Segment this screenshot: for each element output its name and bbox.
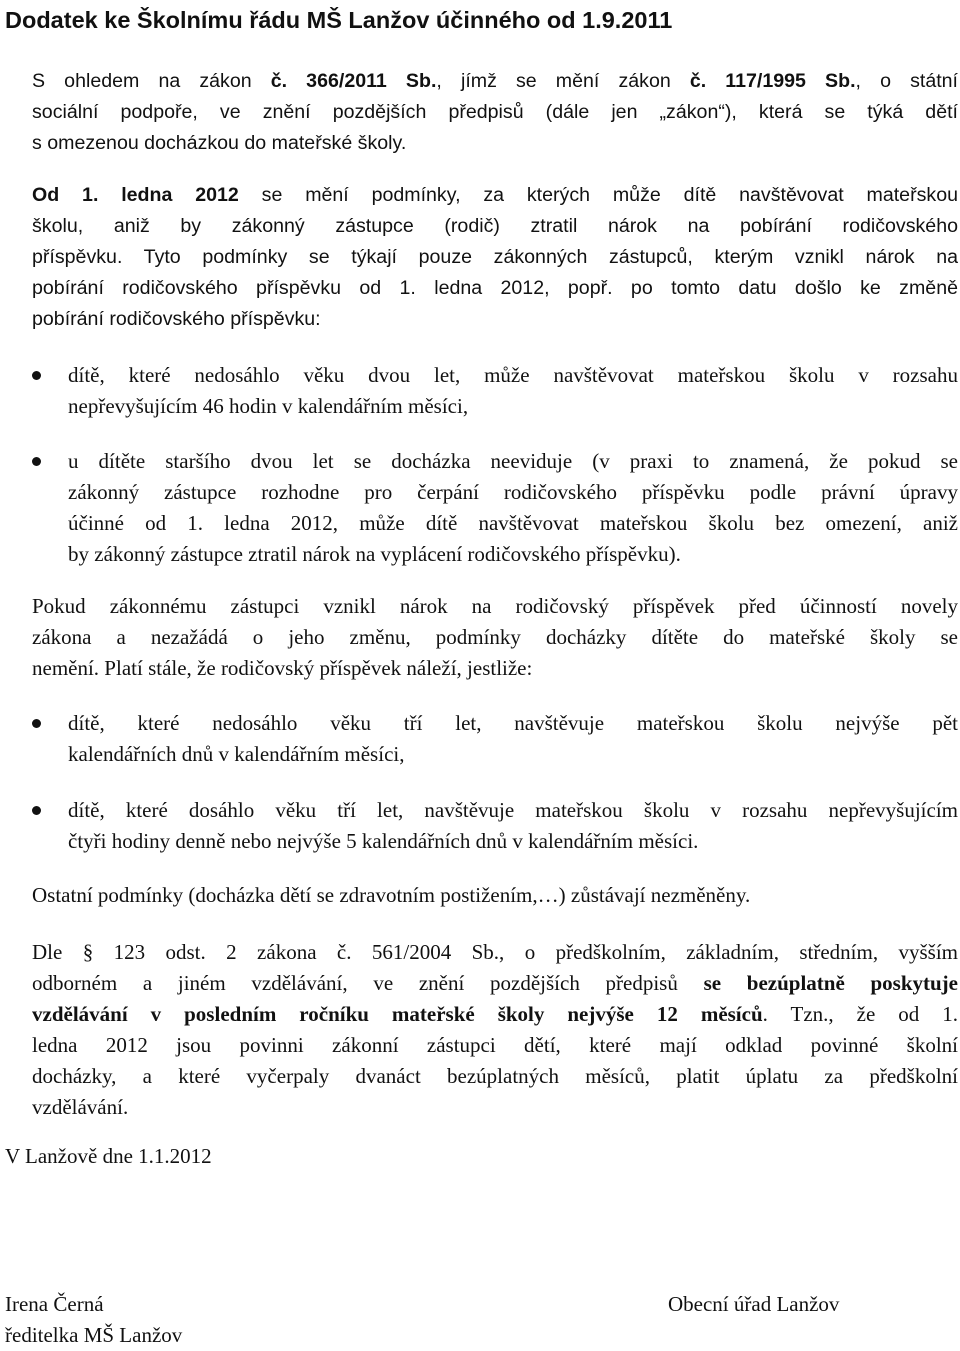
text-line: dítě, které nedosáhlo věku dvou let, může navštěvovat mateřskou školu v rozsahu <box>68 363 958 387</box>
text-line: dítě, které dosáhlo věku tří let, navštěvuje mateřskou školu v rozsahu nepřevyšujícím <box>68 798 958 822</box>
text: pobírání rodičovského příspěvku: <box>32 308 321 330</box>
text: příspěvku. Tyto podmínky se týkají pouze zákonných zástupců, kterým vznikl nárok na <box>32 246 958 268</box>
bullet-text <box>68 360 958 422</box>
text-line: dítě, které nedosáhlo věku tří let, navštěvuje mateřskou školu nejvýše pět <box>68 711 958 735</box>
text-line <box>32 937 958 968</box>
conditions-paragraph <box>32 180 958 335</box>
text-line: u dítěte staršího dvou let se docházka neeviduje (v praxi to znamená, že pokud se <box>68 449 958 473</box>
text: Dle § 123 odst. 2 zákona č. 561/2004 Sb., o předškolním, základním, středním, vyšším <box>32 940 958 964</box>
text: školu, aniž by zákonný zástupce (rodič) ztratil nárok na pobírání rodičovského <box>32 215 958 237</box>
text-line: kalendářních dnů v kalendářním měsíci, <box>68 742 405 766</box>
text-line <box>32 1061 958 1092</box>
bullet-text <box>68 446 958 570</box>
text-line: nemění. Platí stále, že rodičovský příspěvek náleží, jestliže: <box>32 656 533 680</box>
text-line: čtyři hodiny denně nebo nejvýše 5 kalendářních dnů v kalendářním měsíci. <box>68 829 699 853</box>
free-education-paragraph <box>32 937 958 1123</box>
signature-left-role: ředitelka MŠ Lanžov <box>5 1323 183 1347</box>
bullet-item <box>32 795 958 857</box>
text-line <box>32 211 958 242</box>
bullet-icon <box>32 457 41 466</box>
text-line: zákona a nezažádá o jeho změnu, podmínky docházky dítěte do mateřské školy se <box>32 625 958 649</box>
text: vzdělávání. <box>32 1095 129 1119</box>
bullet-item <box>32 360 958 422</box>
text-line <box>32 1092 958 1123</box>
bold-text: č. 366/2011 Sb. <box>270 70 437 92</box>
text: s omezenou docházkou do mateřské školy. <box>32 132 407 154</box>
bullet-icon <box>32 719 41 728</box>
text: se mění podmínky, za kterých může dítě navštěvovat mateřskou <box>238 184 958 206</box>
bold-text: Od 1. ledna 2012 <box>32 184 239 206</box>
place-date: V Lanžově dne 1.1.2012 <box>5 1144 212 1168</box>
text-line <box>32 1030 958 1061</box>
text-line <box>32 128 958 159</box>
bold-text: č. 117/1995 Sb. <box>689 70 856 92</box>
bold-text: vzdělávání v posledním ročníku mateřské školy nejvýše 12 měsíců <box>32 1002 763 1026</box>
bullet-item <box>32 708 958 770</box>
bullet-item <box>32 446 958 570</box>
signature-left-name: Irena Černá <box>5 1292 104 1316</box>
novela-paragraph <box>32 591 958 684</box>
text-line: zákonný zástupce rozhodne pro čerpání rodičovského příspěvku podle právní úpravy <box>68 480 958 504</box>
text: odborném a jiném vzdělávání, ve znění pozdějších předpisů <box>32 971 704 995</box>
bullet-text <box>68 708 958 770</box>
text-line <box>32 968 958 999</box>
text: . Tzn., že od 1. <box>762 1002 958 1026</box>
other-conditions-paragraph: Ostatní podmínky (docházka dětí se zdravotním postižením,…) zůstávají nezměněny. <box>32 883 751 907</box>
text-line <box>32 999 958 1030</box>
document-title: Dodatek ke Školnímu řádu MŠ Lanžov účinného od 1.9.2011 <box>5 7 673 33</box>
text-line <box>32 304 958 335</box>
text-line <box>32 66 958 97</box>
text-line: účinné od 1. ledna 2012, může dítě navštěvovat mateřskou školu bez omezení, aniž <box>68 511 958 535</box>
bullet-icon <box>32 806 41 815</box>
text: docházky, a které vyčerpaly dvanáct bezúplatných měsíců, platit úplatu za předškolní <box>32 1064 958 1088</box>
text-line <box>32 242 958 273</box>
bullet-icon <box>32 371 41 380</box>
text: , jímž se mění zákon <box>436 70 690 92</box>
text: pobírání rodičovského příspěvku od 1. ledna 2012, popř. po tomto datu došlo ke změně <box>32 277 958 299</box>
text-line <box>32 180 958 211</box>
text: sociální podpoře, ve znění pozdějších předpisů (dále jen „zákon“), která se týká dětí <box>32 101 958 123</box>
text-line <box>32 273 958 304</box>
text: S ohledem na zákon <box>32 70 271 92</box>
bullet-text <box>68 795 958 857</box>
text-line: Pokud zákonnému zástupci vznikl nárok na rodičovský příspěvek před účinností novely <box>32 594 958 618</box>
signature-right-name: Obecní úřad Lanžov <box>668 1292 840 1316</box>
text-line: by zákonný zástupce ztratil nárok na vyplácení rodičovského příspěvku). <box>68 542 681 566</box>
text-line <box>32 97 958 128</box>
text: , o státní <box>855 70 959 92</box>
bold-text: se bezúplatně poskytuje <box>703 971 958 995</box>
text: ledna 2012 jsou povinni zákonní zástupci dětí, které mají odklad povinné školní <box>32 1033 958 1057</box>
text-line: nepřevyšujícím 46 hodin v kalendářním měsíci, <box>68 394 469 418</box>
intro-paragraph <box>32 66 958 159</box>
